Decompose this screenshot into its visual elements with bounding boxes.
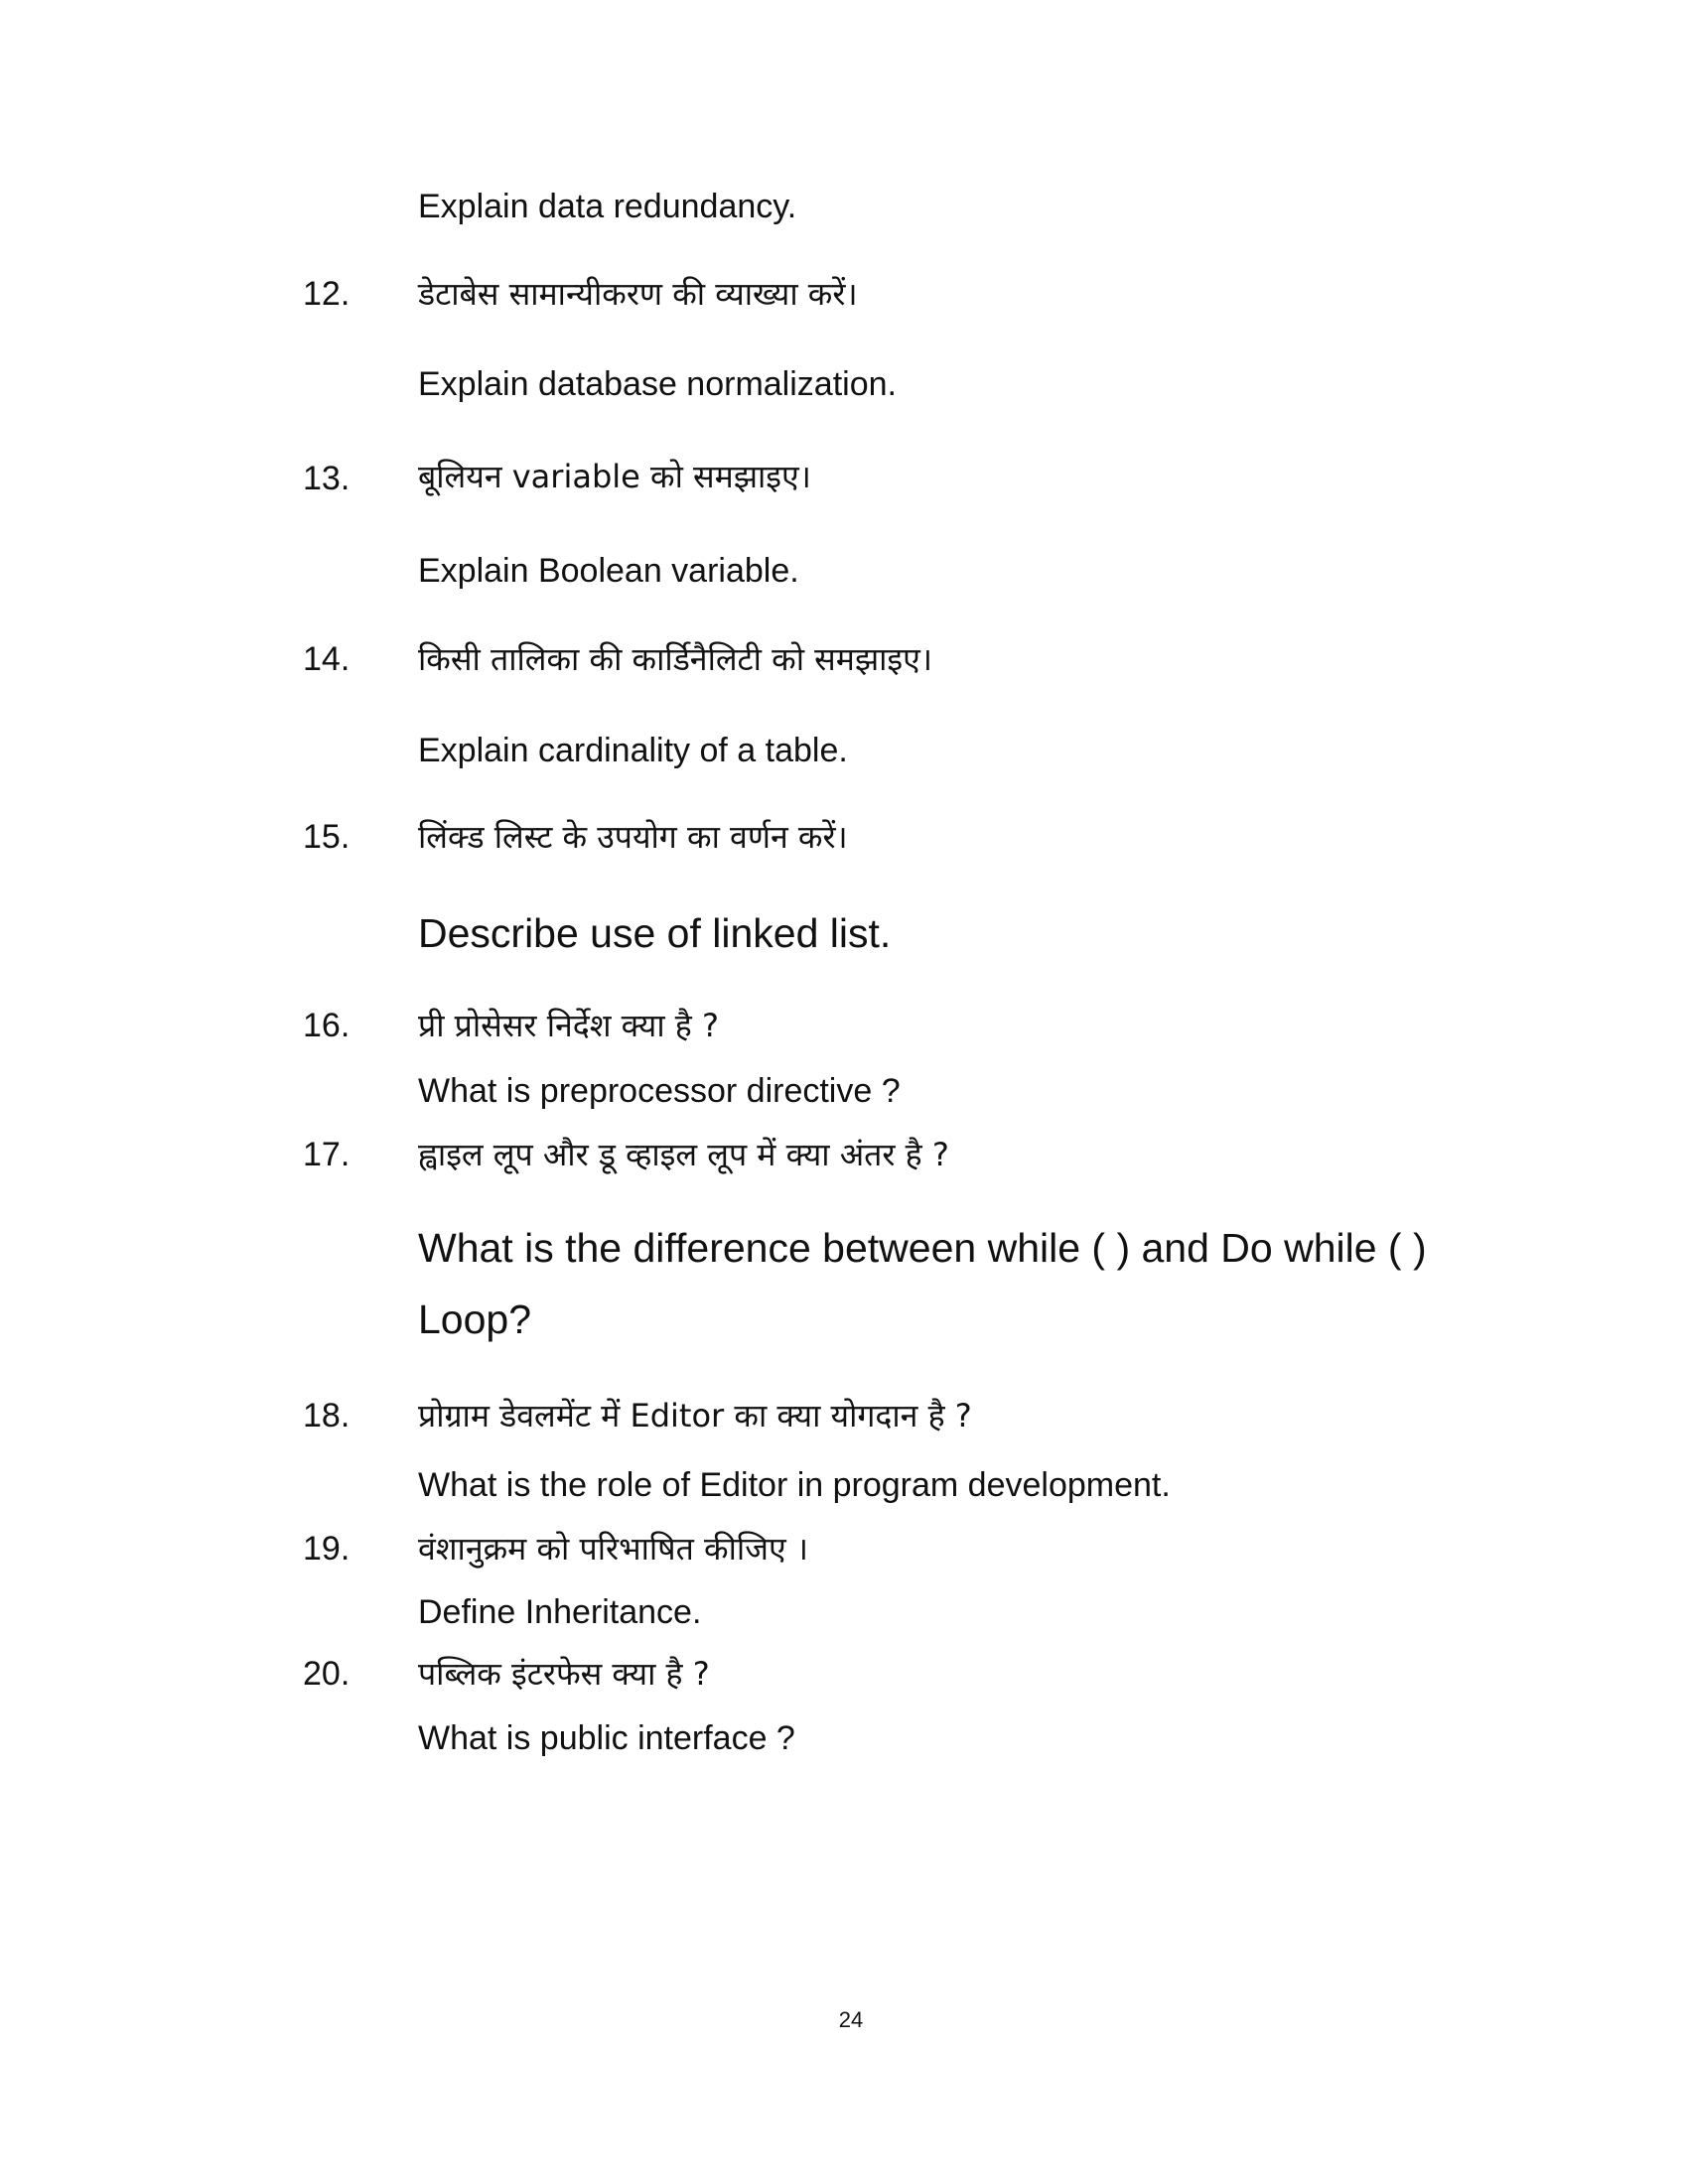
question-20-number: 20. (303, 1655, 351, 1693)
question-13-number: 13. (303, 460, 351, 497)
question-15-hindi: लिंक्ड लिस्ट के उपयोग का वर्णन करें। (418, 818, 848, 856)
question-20-english: What is public interface ? (418, 1719, 795, 1757)
page-number: 24 (838, 2007, 864, 2032)
question-16-english: What is preprocessor directive ? (418, 1072, 901, 1110)
question-12-english: Explain database normalization. (418, 365, 897, 403)
question-16-number: 16. (303, 1007, 351, 1044)
question-14-english: Explain cardinality of a table. (418, 732, 848, 769)
question-14-hindi: किसी तालिका की कार्डिनैलिटी को समझाइए। (418, 640, 932, 678)
question-13-hindi: बूलियन variable को समझाइए। (418, 458, 811, 495)
question-17-number: 17. (303, 1136, 351, 1173)
question-17-hindi: ह्वाइल लूप और डू व्हाइल लूप में क्या अंतर है ? (418, 1136, 949, 1173)
question-18-english: What is the role of Editor in program development. (418, 1466, 1171, 1504)
question-18-hindi: प्रोग्राम डेवलमेंट में Editor का क्या योगदान है ? (418, 1397, 972, 1434)
question-18-number: 18. (303, 1397, 351, 1434)
question-15-number: 15. (303, 818, 351, 856)
question-19-english: Define Inheritance. (418, 1593, 702, 1631)
question-12-number: 12. (303, 275, 351, 313)
question-19-hindi: वंशानुक्रम को परिभाषित कीजिए । (418, 1530, 808, 1568)
question-16-hindi: प्री प्रोसेसर निर्देश क्या है ? (418, 1007, 719, 1044)
question-20-hindi: पब्लिक इंटरफेस क्या है ? (418, 1655, 710, 1693)
question-11-english: Explain data redundancy. (418, 188, 797, 225)
question-14-number: 14. (303, 640, 351, 678)
question-17-english: What is the difference between while ( ) and Do while ( ) (418, 1225, 1427, 1271)
question-19-number: 19. (303, 1530, 351, 1568)
question-17-english-continued: Loop? (418, 1297, 532, 1342)
question-15-english: Describe use of linked list. (418, 910, 892, 956)
question-12-hindi: डेटाबेस सामान्यीकरण की व्याख्या करें। (418, 275, 858, 313)
question-13-english: Explain Boolean variable. (418, 552, 799, 590)
